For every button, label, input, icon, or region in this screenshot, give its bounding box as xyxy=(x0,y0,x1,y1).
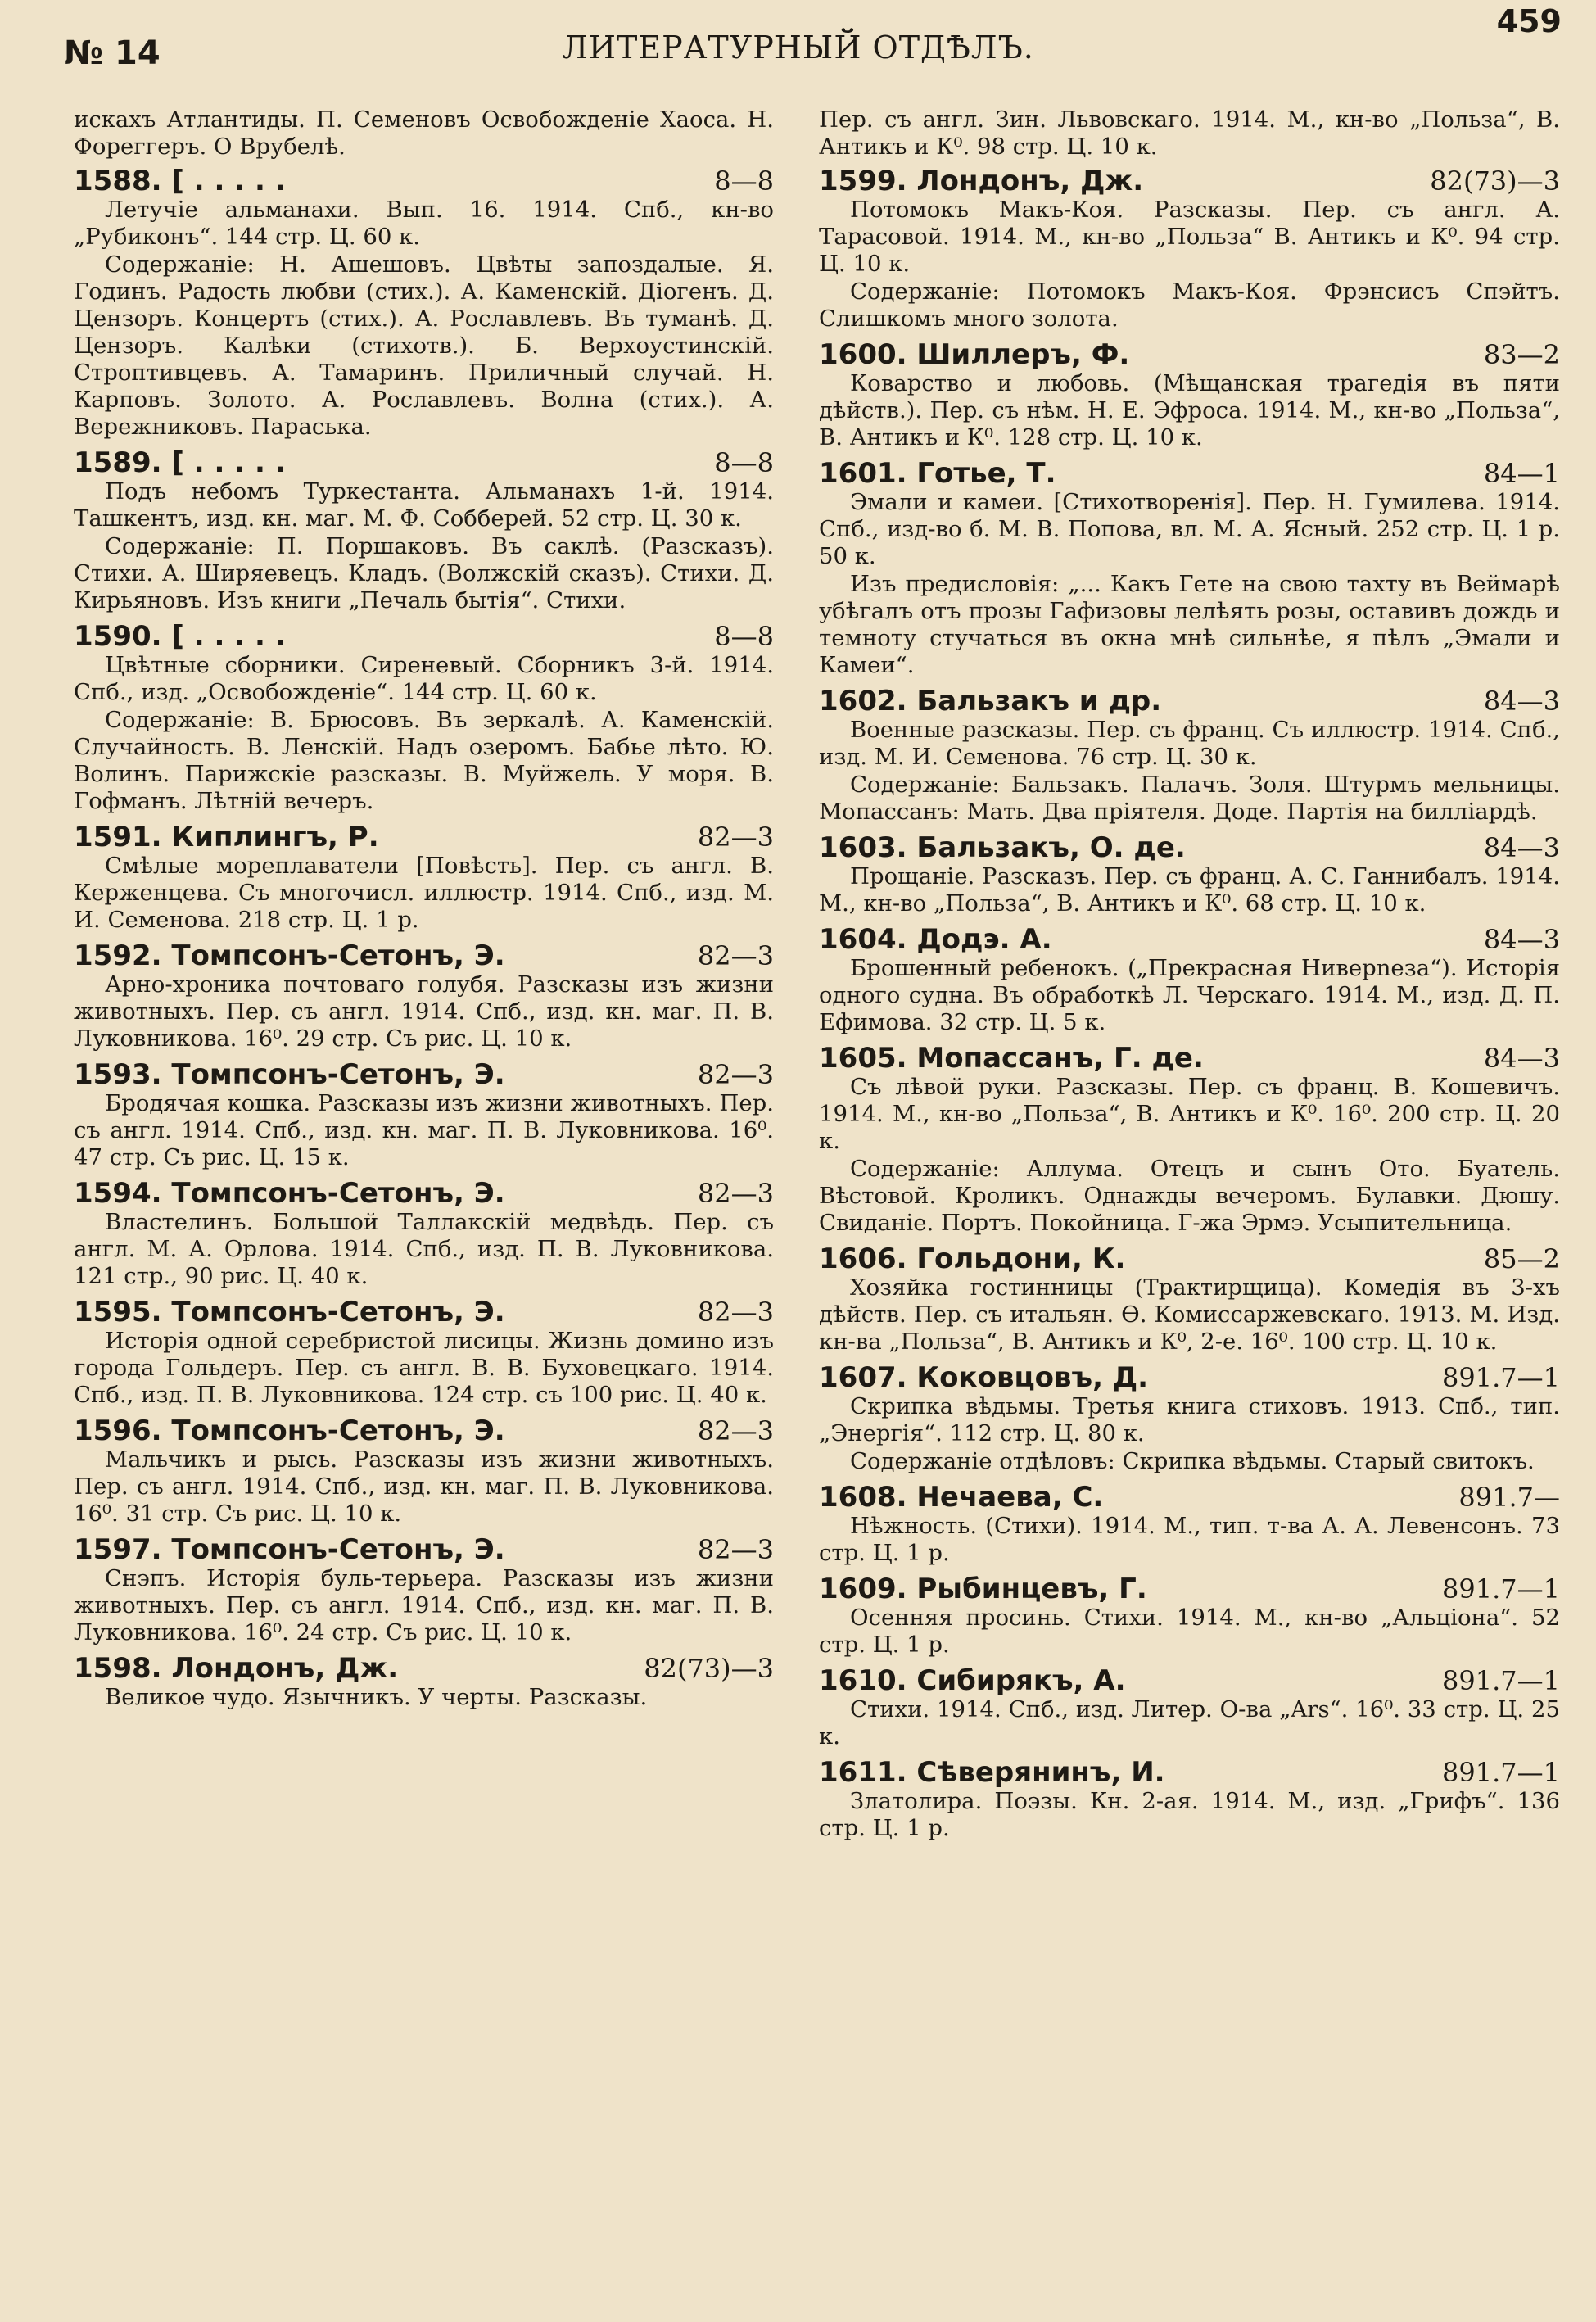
classification-code: 891.7—1 xyxy=(1442,1757,1560,1788)
entry-description: Эмали и камеи. [Стихотворенія]. Пер. Н. Гумилева. 1914. Спб., изд-во б. М. В. Попова, вл. М. А. Ясный. 252 стр. Ц. 1 р. 50 к. xyxy=(819,489,1560,569)
entry-description: Брошенный ребенокъ. („Прекрасная Ниверneза“). Исторія одного судна. Въ обработкѣ Л. Черскаго. 1914. М., изд. Д. П. Ефимова. 32 стр. Ц. 5 к. xyxy=(819,955,1560,1035)
classification-code: 82—3 xyxy=(697,1415,774,1446)
entry-number-author: 1591. Киплингъ, Р. xyxy=(74,821,379,853)
entry-heading xyxy=(819,1573,1560,1605)
catalog-entry xyxy=(74,447,774,614)
catalog-entry xyxy=(819,1482,1560,1567)
entry-number-author: 1588. [ . . . . . xyxy=(74,165,286,197)
catalog-entry xyxy=(819,339,1560,451)
entry-number-author: 1606. Гольдони, К. xyxy=(819,1242,1126,1275)
entry-heading xyxy=(74,1415,774,1446)
entry-description: Прощаніе. Разсказъ. Пер. съ франц. А. С. Ганнибалъ. 1914. М., кн-во „Польза“, В. Антикъ и К⁰. 68 стр. Ц. 10 к. xyxy=(819,863,1560,917)
entry-contents: Изъ предисловія: „... Какъ Гете на свою тахту въ Веймарѣ убѣгалъ отъ прозы Гафизовы лелѣять розы, оставивъ дождь и темноту стучаться въ окна мнѣ сильнѣе, я пѣлъ „Эмали и Камеи“. xyxy=(819,571,1560,678)
entry-heading xyxy=(74,1178,774,1209)
section-title: ЛИТЕРАТУРНЫЙ ОТДѢЛЪ. xyxy=(562,29,1034,66)
classification-code: 85—2 xyxy=(1483,1243,1560,1274)
entry-list-right xyxy=(819,165,1560,1842)
classification-code: 82—3 xyxy=(697,1534,774,1565)
classification-code: 891.7—1 xyxy=(1442,1362,1560,1393)
classification-code: 84—3 xyxy=(1483,924,1560,955)
classification-code: 891.7—1 xyxy=(1442,1665,1560,1696)
entry-description: Властелинъ. Большой Таллакскій медвѣдь. Пер. съ англ. М. А. Орлова. 1914. Спб., изд. П. В. Луковникова. 121 стр., 90 рис. Ц. 40 к. xyxy=(74,1209,774,1289)
entry-contents: Содержаніе: Н. Ашешовъ. Цвѣты запоздалые. Я. Годинъ. Радость любви (стих.). А. Каменскій. Діогенъ. Д. Цензоръ. Концертъ (стих.). А. Рославлевъ. Въ туманѣ. Д. Цензоръ. Калѣки (стихотв.). Б. Верхоустинскій. Строптивцевъ. А. Тамаринъ. Приличный случай. Н. Карповъ. Золото. А. Рославлевъ. Волна (стих.). А. Вережниковъ. Параська. xyxy=(74,251,774,440)
continued-text: Пер. съ англ. Зин. Львовскаго. 1914. М., кн-во „Польза“, В. Антикъ и К⁰. 98 стр. Ц. 10 к. xyxy=(819,106,1560,160)
entry-heading xyxy=(819,1043,1560,1074)
entry-heading xyxy=(819,1362,1560,1393)
entry-number-author: 1595. Томпсонъ-Сетонъ, Э. xyxy=(74,1296,505,1328)
catalog-entry xyxy=(74,165,774,441)
classification-code: 891.7— xyxy=(1458,1482,1560,1513)
entry-description: Хозяйка гостинницы (Трактирщица). Комедія въ 3-хъ дѣйств. Пер. съ итальян. Ѳ. Комиссаржевскаго. 1913. М. Изд. кн-ва „Польза“, В. Антикъ и К⁰, 2-е. 16⁰. 100 стр. Ц. 10 к. xyxy=(819,1274,1560,1355)
catalog-entry xyxy=(819,924,1560,1036)
catalog-entry xyxy=(74,1653,774,1711)
catalog-entry xyxy=(74,1059,774,1171)
classification-code: 8—8 xyxy=(714,447,774,478)
entry-description: Нѣжность. (Стихи). 1914. М., тип. т-ва А. А. Левенсонъ. 73 стр. Ц. 1 р. xyxy=(819,1513,1560,1566)
entry-description: Исторія одной серебристой лисицы. Жизнь домино изъ города Гольдеръ. Пер. съ англ. В. В. Буховецкаго. 1914. Спб., изд. П. В. Луковникова. 124 стр. съ 100 рис. Ц. 40 к. xyxy=(74,1328,774,1408)
entry-number-author: 1598. Лондонъ, Дж. xyxy=(74,1652,399,1685)
entry-number-author: 1600. Шиллеръ, Ф. xyxy=(819,338,1130,371)
page-number: 459 xyxy=(1496,3,1562,39)
entry-description: Бродячая кошка. Разсказы изъ жизни животныхъ. Пер. съ англ. 1914. Спб., изд. кн. маг. П. В. Луковникова. 16⁰. 47 стр. Съ рис. Ц. 15 к. xyxy=(74,1090,774,1170)
catalog-entry xyxy=(74,1297,774,1409)
catalog-entry xyxy=(74,1178,774,1290)
entry-heading xyxy=(819,458,1560,489)
catalog-entry xyxy=(819,458,1560,679)
entry-description: Златолира. Поэзы. Кн. 2-ая. 1914. М., изд. „Грифъ“. 136 стр. Ц. 1 р. xyxy=(819,1788,1560,1841)
entry-description: Коварство и любовь. (Мѣщанская трагедія въ пяти дѣйств.). Пер. съ нѣм. Н. Е. Эфроса. 1914. М., кн-во „Польза“, В. Антикъ и К⁰. 128 стр. Ц. 10 к. xyxy=(819,370,1560,450)
entry-heading xyxy=(819,339,1560,370)
classification-code: 82(73)—3 xyxy=(1430,165,1560,197)
entry-description: Осенняя просинь. Стихи. 1914. М., кн-во „Альціона“. 52 стр. Ц. 1 р. xyxy=(819,1605,1560,1658)
entry-number-author: 1607. Коковцовъ, Д. xyxy=(819,1361,1149,1394)
catalog-entry xyxy=(819,1043,1560,1237)
entry-heading xyxy=(74,1297,774,1328)
classification-code: 82—3 xyxy=(697,940,774,971)
entry-heading xyxy=(74,822,774,853)
entry-number-author: 1594. Томпсонъ-Сетонъ, Э. xyxy=(74,1177,505,1210)
entry-heading xyxy=(819,924,1560,955)
entry-description: Цвѣтные сборники. Сиреневый. Сборникъ 3-й. 1914. Спб., изд. „Освобожденіе“. 144 стр. Ц. 60 к. xyxy=(74,652,774,705)
classification-code: 82—3 xyxy=(697,1059,774,1090)
classification-code: 84—3 xyxy=(1483,686,1560,717)
entry-list-left xyxy=(74,165,774,1711)
entry-number-author: 1599. Лондонъ, Дж. xyxy=(819,165,1144,197)
entry-contents: Содержаніе: П. Поршаковъ. Въ саклѣ. (Разсказъ). Стихи. А. Ширяевецъ. Кладъ. (Волжскій сказъ). Стихи. Д. Кирьяновъ. Изъ книги „Печаль бытія“. Стихи. xyxy=(74,533,774,613)
entry-heading xyxy=(819,832,1560,863)
entry-description: Великое чудо. Язычникъ. У черты. Разсказы. xyxy=(105,1684,648,1710)
entry-heading xyxy=(74,1653,774,1684)
entry-description: Мальчикъ и рысь. Разсказы изъ жизни животныхъ. Пер. съ англ. 1914. Спб., изд. кн. маг. П. В. Луковникова. 16⁰. 31 стр. Съ рис. Ц. 10 к. xyxy=(74,1446,774,1527)
entry-heading xyxy=(74,165,774,197)
entry-heading xyxy=(74,1534,774,1565)
entry-number-author: 1601. Готье, Т. xyxy=(819,457,1056,490)
entry-number-author: 1592. Томпсонъ-Сетонъ, Э. xyxy=(74,939,505,972)
catalog-entry xyxy=(819,1362,1560,1475)
classification-code: 84—3 xyxy=(1483,1043,1560,1074)
entry-number-author: 1589. [ . . . . . xyxy=(74,446,286,479)
entry-heading xyxy=(819,1482,1560,1513)
entry-heading xyxy=(819,1243,1560,1274)
catalog-entry xyxy=(819,686,1560,826)
entry-number-author: 1593. Томпсонъ-Сетонъ, Э. xyxy=(74,1058,505,1091)
catalog-entry xyxy=(74,940,774,1052)
entry-heading xyxy=(74,1059,774,1090)
entry-description: Потомокъ Макъ-Коя. Разсказы. Пер. съ англ. А. Тарасовой. 1914. М., кн-во „Польза“ В. Антикъ и К⁰. 94 стр. Ц. 10 к. xyxy=(819,197,1560,277)
entry-description: Снэпъ. Исторія буль-терьера. Разсказы изъ жизни животныхъ. Пер. съ англ. 1914. Спб., изд. кн. маг. П. В. Луковникова. 16⁰. 24 стр. Съ рис. Ц. 10 к. xyxy=(74,1565,774,1645)
entry-contents: Содержаніе: Бальзакъ. Палачъ. Золя. Штурмъ мельницы. Мопассанъ: Мать. Два пріятеля. Доде. Партія на билліардѣ. xyxy=(819,772,1560,825)
entry-number-author: 1611. Сѣверянинъ, И. xyxy=(819,1756,1165,1789)
entry-description: Летучіе альманахи. Вып. 16. 1914. Спб., кн-во „Рубиконъ“. 144 стр. Ц. 60 к. xyxy=(74,197,774,250)
catalog-entry xyxy=(819,1665,1560,1750)
entry-description: Съ лѣвой руки. Разсказы. Пер. съ франц. В. Кошевичъ. 1914. М., кн-во „Польза“, В. Антикъ и К⁰. 16⁰. 200 стр. Ц. 20 к. xyxy=(819,1074,1560,1154)
left-column xyxy=(74,106,774,1718)
classification-code: 8—8 xyxy=(714,165,774,197)
entry-number-author: 1610. Сибирякъ, А. xyxy=(819,1664,1126,1697)
catalog-entry xyxy=(819,832,1560,917)
issue-number: № 14 xyxy=(64,34,161,72)
entry-heading xyxy=(74,621,774,652)
entry-description: Скрипка вѣдьмы. Третья книга стиховъ. 1913. Спб., тип. „Энергія“. 112 стр. Ц. 80 к. xyxy=(819,1393,1560,1446)
entry-number-author: 1609. Рыбинцевъ, Г. xyxy=(819,1573,1147,1605)
classification-code: 82(73)—3 xyxy=(644,1653,774,1684)
entry-heading xyxy=(819,1757,1560,1788)
right-column xyxy=(819,106,1560,1849)
catalog-entry xyxy=(74,822,774,934)
entry-heading xyxy=(819,165,1560,197)
classification-code: 82—3 xyxy=(697,1297,774,1328)
entry-number-author: 1597. Томпсонъ-Сетонъ, Э. xyxy=(74,1533,505,1566)
entry-contents: Содержаніе отдѣловъ: Скрипка вѣдьмы. Старый свитокъ. xyxy=(850,1448,1535,1474)
entry-number-author: 1604. Додэ. А. xyxy=(819,923,1052,956)
catalog-entry xyxy=(819,165,1560,333)
classification-code: 891.7—1 xyxy=(1442,1573,1560,1605)
entry-contents: Содержаніе: Аллума. Отецъ и сынъ Ото. Буатель. Вѣстовой. Кроликъ. Однажды вечеромъ. Булавки. Дюшу. Свиданіе. Портъ. Покойница. Г-жа Эрмэ. Усыпительница. xyxy=(819,1156,1560,1236)
catalog-entry xyxy=(74,1534,774,1646)
classification-code: 8—8 xyxy=(714,621,774,652)
catalog-entry xyxy=(819,1757,1560,1842)
entry-number-author: 1590. [ . . . . . xyxy=(74,620,286,653)
classification-code: 82—3 xyxy=(697,822,774,853)
classification-code: 84—1 xyxy=(1483,458,1560,489)
classification-code: 84—3 xyxy=(1483,832,1560,863)
catalog-entry xyxy=(819,1243,1560,1356)
entry-number-author: 1608. Нечаева, С. xyxy=(819,1481,1104,1514)
classification-code: 83—2 xyxy=(1483,339,1560,370)
entry-description: Военные разсказы. Пер. съ франц. Съ иллюстр. 1914. Спб., изд. М. И. Семенова. 76 стр. Ц. 30 к. xyxy=(819,717,1560,770)
continued-text: искахъ Атлантиды. П. Семеновъ Освобожденіе Хаоса. Н. Фореггеръ. О Врубелѣ. xyxy=(74,106,774,160)
catalog-entry xyxy=(819,1573,1560,1659)
entry-heading xyxy=(74,447,774,478)
entry-description: Подъ небомъ Туркестанта. Альманахъ 1-й. 1914. Ташкентъ, изд. кн. маг. М. Ф. Собберей. 52 стр. Ц. 30 к. xyxy=(74,478,774,532)
entry-number-author: 1596. Томпсонъ-Сетонъ, Э. xyxy=(74,1414,505,1447)
entry-number-author: 1602. Бальзакъ и др. xyxy=(819,685,1162,717)
entry-heading xyxy=(819,1665,1560,1696)
catalog-entry xyxy=(74,621,774,815)
classification-code: 82—3 xyxy=(697,1178,774,1209)
entry-heading xyxy=(74,940,774,971)
entry-number-author: 1605. Мопассанъ, Г. де. xyxy=(819,1042,1204,1075)
entry-description: Стихи. 1914. Спб., изд. Литер. О-ва „Ars“. 16⁰. 33 стр. Ц. 25 к. xyxy=(819,1696,1560,1749)
entry-contents: Содержаніе: В. Брюсовъ. Въ зеркалѣ. А. Каменскій. Случайность. В. Ленскій. Надъ озеромъ. Бабье лѣто. Ю. Волинъ. Парижскіе разсказы. В. Муйжель. У моря. В. Гофманъ. Лѣтній вечеръ. xyxy=(74,707,774,814)
entry-description: Смѣлые мореплаватели [Повѣсть]. Пер. съ англ. В. Керженцева. Съ многочисл. иллюстр. 1914. Спб., изд. М. И. Семенова. 218 стр. Ц. 1 р. xyxy=(74,853,774,933)
entry-description: Арно-хроника почтоваго голубя. Разсказы изъ жизни животныхъ. Пер. съ англ. 1914. Спб., изд. кн. маг. П. В. Луковникова. 16⁰. 29 стр. Съ рис. Ц. 10 к. xyxy=(74,971,774,1052)
entry-heading xyxy=(819,686,1560,717)
entry-number-author: 1603. Бальзакъ, О. де. xyxy=(819,831,1186,864)
catalog-entry xyxy=(74,1415,774,1528)
entry-contents: Содержаніе: Потомокъ Макъ-Коя. Фрэнсисъ Спэйтъ. Слишкомъ много золота. xyxy=(819,278,1560,332)
